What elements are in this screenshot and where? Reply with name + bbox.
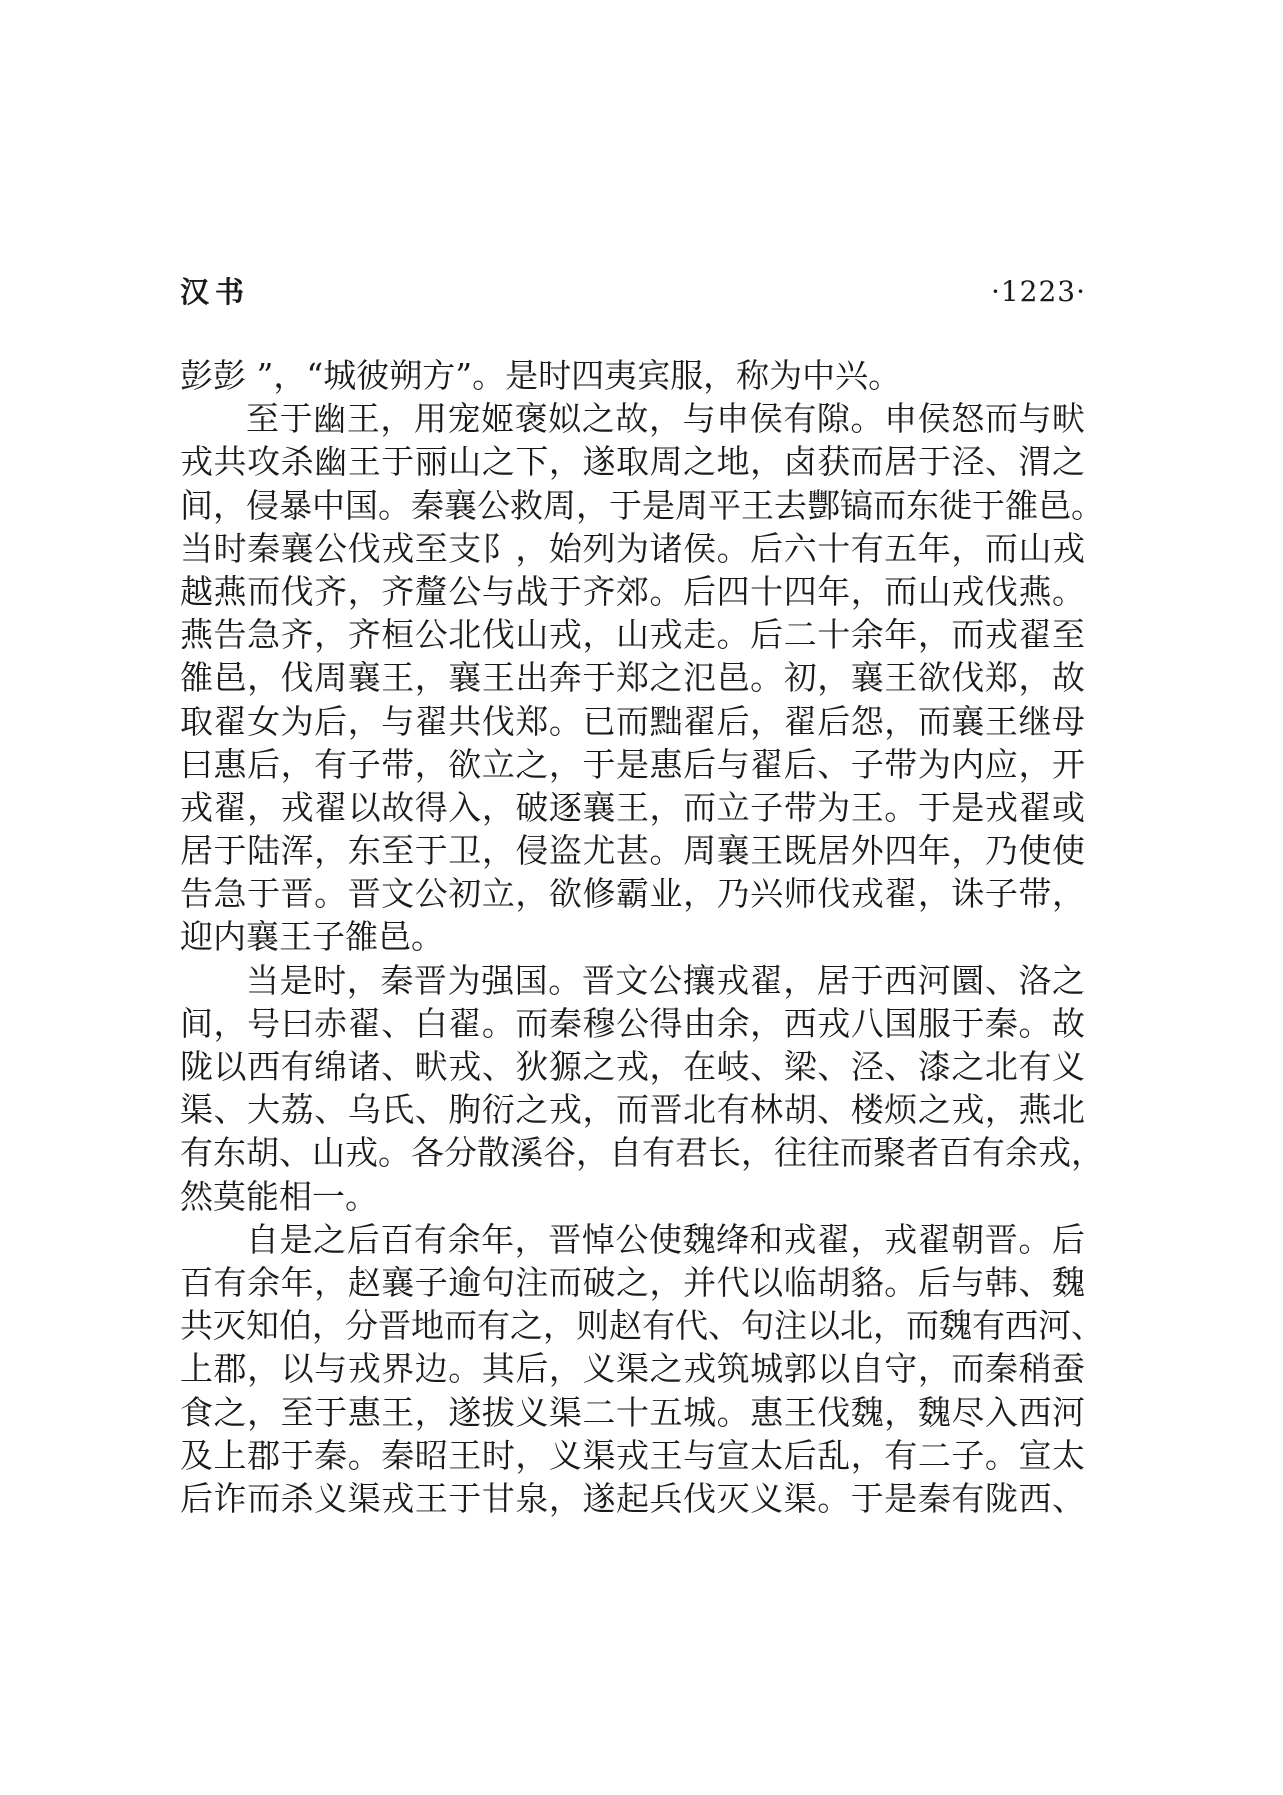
running-title: 汉书 xyxy=(180,275,251,309)
text-line: 间，号曰赤翟、白翟。而秦穆公得由余，西戎八国服于秦。故 xyxy=(180,1003,1085,1043)
text-line: 然莫能相一。 xyxy=(180,1176,378,1216)
page-number: ·1223· xyxy=(990,275,1086,308)
text-line: 当时秦襄公伐戎至支阝，始列为诸侯。后六十有五年，而山戎 xyxy=(180,528,1085,568)
text-line: 上郡，以与戎界边。其后，义渠之戎筑城郭以自守，而秦稍蚕 xyxy=(180,1349,1085,1389)
text-line: 百有余年，赵襄子逾句注而破之，并代以临胡貉。后与韩、魏 xyxy=(180,1262,1085,1302)
paragraph xyxy=(180,1218,1104,1520)
text-line: 至于幽王，用宠姬褒姒之故，与申侯有隙。申侯怒而与畎 xyxy=(246,399,1085,439)
text-line: 燕告急齐，齐桓公北伐山戎，山戎走。后二十余年，而戎翟至 xyxy=(180,615,1085,655)
paragraph xyxy=(180,959,1104,1218)
text-line: 当是时，秦晋为强国。晋文公攘戎翟，居于西河圜、洛之 xyxy=(246,960,1085,1000)
text-line: 自是之后百有余年，晋悼公使魏绛和戎翟，戎翟朝晋。后 xyxy=(246,1219,1085,1259)
text-line: 告急于晋。晋文公初立，欲修霸业，乃兴师伐戎翟，诛子带， xyxy=(180,874,1085,914)
page-header xyxy=(180,272,1086,312)
text-line: 间，侵暴中国。秦襄公救周，于是周平王去酆镐而东徙于雒邑。 xyxy=(180,485,1104,525)
text-line: 食之，至于惠王，遂拔义渠二十五城。惠王伐魏，魏尽入西河 xyxy=(180,1392,1085,1432)
text-line: 彭彭 ”，“城彼朔方”。是时四夷宾服，称为中兴。 xyxy=(180,356,902,395)
paragraph xyxy=(180,354,1085,397)
text-line: 雒邑，伐周襄王，襄王出奔于郑之氾邑。初，襄王欲伐郑，故 xyxy=(180,658,1085,698)
text-line: 陇以西有绵诸、畎戎、狄獂之戎，在岐、梁、泾、漆之北有义 xyxy=(180,1047,1085,1086)
text-line: 后诈而杀义渠戎王于甘泉，遂起兵伐灭义渠。于是秦有陇西、 xyxy=(180,1478,1085,1518)
text-line: 取翟女为后，与翟共伐郑。已而黜翟后，翟后怨，而襄王继母 xyxy=(180,701,1085,741)
text-line: 曰惠后，有子带，欲立之，于是惠后与翟后、子带为内应，开 xyxy=(180,744,1085,784)
body-text xyxy=(180,354,1104,1520)
text-line: 戎翟，戎翟以故得入，破逐襄王，而立子带为王。于是戎翟或 xyxy=(180,787,1085,827)
text-line: 渠、大荔、乌氏、朐衍之戎，而晋北有林胡、楼烦之戎，燕北 xyxy=(180,1090,1085,1130)
text-line: 戎共攻杀幽王于丽山之下，遂取周之地，卤获而居于泾、渭之 xyxy=(180,442,1085,482)
text-line: 迎内襄王子雒邑。 xyxy=(180,917,444,957)
paragraph xyxy=(180,397,1104,958)
text-line: 居于陆浑，东至于卫，侵盗尤甚。周襄王既居外四年，乃使使 xyxy=(180,831,1085,871)
text-line: 越燕而伐齐，齐釐公与战于齐郊。后四十四年，而山戎伐燕。 xyxy=(180,571,1085,611)
text-line: 共灭知伯，分晋地而有之，则赵有代、句注以北，而魏有西河、 xyxy=(180,1306,1104,1346)
text-line: 及上郡于秦。秦昭王时，义渠戎王与宣太后乱，有二子。宣太 xyxy=(180,1435,1085,1475)
text-line: 有东胡、山戎。各分散溪谷，自有君长，往往而聚者百有余戎， xyxy=(180,1133,1104,1173)
